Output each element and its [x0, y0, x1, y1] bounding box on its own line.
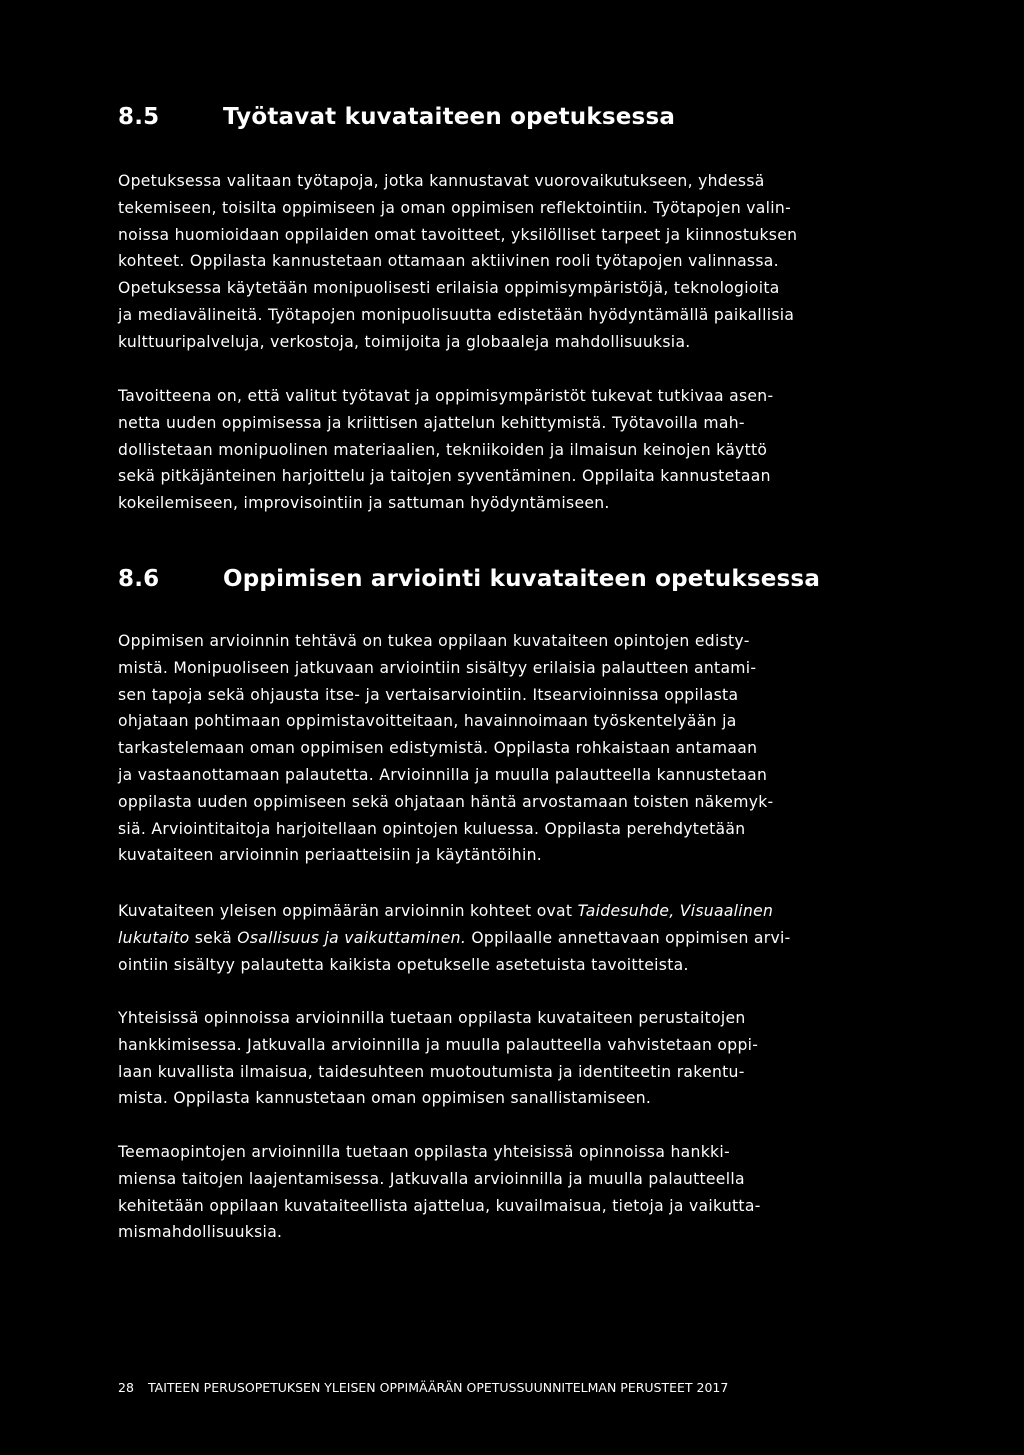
text-line: netta uuden oppimisessa ja kriittisen ajattelun kehittymistä. Työtavoilla mah- [118, 413, 745, 432]
text-line: ointiin sisältyy palautetta kaikista opetukselle asetetuista tavoitteista. [118, 955, 689, 974]
emphasis-text: Osallisuus ja vaikuttaminen. [237, 928, 467, 947]
text-line: kokeilemiseen, improvisointiin ja sattuman hyödyntämiseen. [118, 494, 610, 513]
publication-title: TAITEEN PERUSOPETUKSEN YLEISEN OPPIMÄÄRÄN OPETUSSUUNNITELMAN PERUSTEET 2017 [148, 1380, 729, 1395]
section-title: Työtavat kuvataiteen opetuksessa [223, 104, 676, 130]
text-run: Kuvataiteen yleisen oppimäärän arvioinnin kohteet ovat [118, 902, 578, 920]
page-number: 28 [118, 1380, 134, 1395]
emphasis-text: lukutaito [118, 928, 190, 947]
text-line: oppilasta uuden oppimiseen sekä ohjataan häntä arvostamaan toisten näkemyk- [118, 792, 774, 811]
text-line: tekemiseen, toisilta oppimiseen ja oman oppimisen reflektointiin. Työtapojen valin- [118, 198, 792, 217]
text-line: kuvataiteen arvioinnin periaatteisiin ja käytäntöihin. [118, 846, 543, 865]
paragraph-8-5-1 [118, 168, 878, 356]
text-run: sekä [189, 928, 238, 947]
text-line: noissa huomioidaan oppilaiden omat tavoitteet, yksilölliset tarpeet ja kiinnostuksen [118, 225, 798, 244]
paragraph-8-6-3 [118, 1005, 878, 1112]
text-line: mistä. Monipuoliseen jatkuvaan arviointiin sisältyy erilaisia palautteen antami- [118, 658, 757, 677]
paragraph-8-5-2 [118, 383, 878, 517]
text-line: mismahdollisuuksia. [118, 1223, 283, 1242]
section-number: 8.5 [118, 104, 160, 130]
text-line: Teemaopintojen arvioinnilla tuetaan oppilasta yhteisissä opinnoissa hankki- [118, 1143, 730, 1161]
text-line: hankkimisessa. Jatkuvalla arvioinnilla ja muulla palautteella vahvistetaan oppi- [118, 1035, 759, 1054]
paragraph-8-6-4 [118, 1139, 878, 1246]
text-line: kohteet. Oppilasta kannustetaan ottamaan aktiivinen rooli työtapojen valinnassa. [118, 252, 779, 271]
text-run: Oppilaalle annettavaan oppimisen arvi- [466, 928, 791, 947]
text-line: tarkastelemaan oman oppimisen edistymistä. Oppilasta rohkaistaan antamaan [118, 739, 758, 758]
text-line: miensa taitojen laajentamisessa. Jatkuvalla arvioinnilla ja muulla palautteella [118, 1169, 745, 1188]
section-number: 8.6 [118, 566, 160, 592]
text-line: kehitetään oppilaan kuvataiteellista ajattelua, kuvailmaisua, tietoja ja vaikutta- [118, 1196, 761, 1215]
text-line [118, 925, 878, 952]
text-line: Opetuksessa valitaan työtapoja, jotka kannustavat vuorovaikutukseen, yhdessä [118, 172, 765, 190]
text-line: dollistetaan monipuolinen materiaalien, tekniikoiden ja ilmaisun keinojen käyttö [118, 440, 768, 459]
text-line: Opetuksessa käytetään monipuolisesti erilaisia oppimisympäristöjä, teknologioita [118, 279, 780, 298]
section-title: Oppimisen arviointi kuvataiteen opetuksessa [223, 566, 821, 592]
text-line: ja mediavälineitä. Työtapojen monipuolisuutta edistetään hyödyntämällä paikallisia [118, 305, 795, 324]
page-footer [118, 1380, 728, 1395]
text-line: Tavoitteena on, että valitut työtavat ja oppimisympäristöt tukevat tutkivaa asen- [118, 387, 774, 405]
emphasis-text: Taidesuhde, Visuaalinen [577, 902, 774, 920]
text-line: laan kuvallista ilmaisua, taidesuhteen muotoutumista ja identiteetin rakentu- [118, 1062, 745, 1081]
text-line: Yhteisissä opinnoissa arvioinnilla tuetaan oppilasta kuvataiteen perustaitojen [118, 1009, 746, 1027]
section-heading-8-5 [118, 104, 675, 130]
paragraph-8-6-2 [118, 898, 878, 978]
text-line [118, 898, 878, 925]
text-line: siä. Arviointitaitoja harjoitellaan opintojen kuluessa. Oppilasta perehdytetään [118, 819, 746, 838]
text-line: ohjataan pohtimaan oppimistavoitteitaan, havainnoimaan työskentelyään ja [118, 712, 737, 731]
text-line: Oppimisen arvioinnin tehtävä on tukea oppilaan kuvataiteen opintojen edisty- [118, 632, 750, 650]
text-line: sekä pitkäjänteinen harjoittelu ja taitojen syventäminen. Oppilaita kannustetaan [118, 467, 771, 486]
text-line: ja vastaanottamaan palautetta. Arvioinnilla ja muulla palautteella kannustetaan [118, 765, 768, 784]
text-line: mista. Oppilasta kannustetaan oman oppimisen sanallistamiseen. [118, 1089, 652, 1108]
section-heading-8-6 [118, 566, 820, 592]
text-line: kulttuuripalveluja, verkostoja, toimijoita ja globaaleja mahdollisuuksia. [118, 332, 691, 351]
paragraph-8-6-1 [118, 628, 878, 869]
text-line: sen tapoja sekä ohjausta itse- ja vertaisarviointiin. Itsearvioinnissa oppilasta [118, 685, 739, 704]
